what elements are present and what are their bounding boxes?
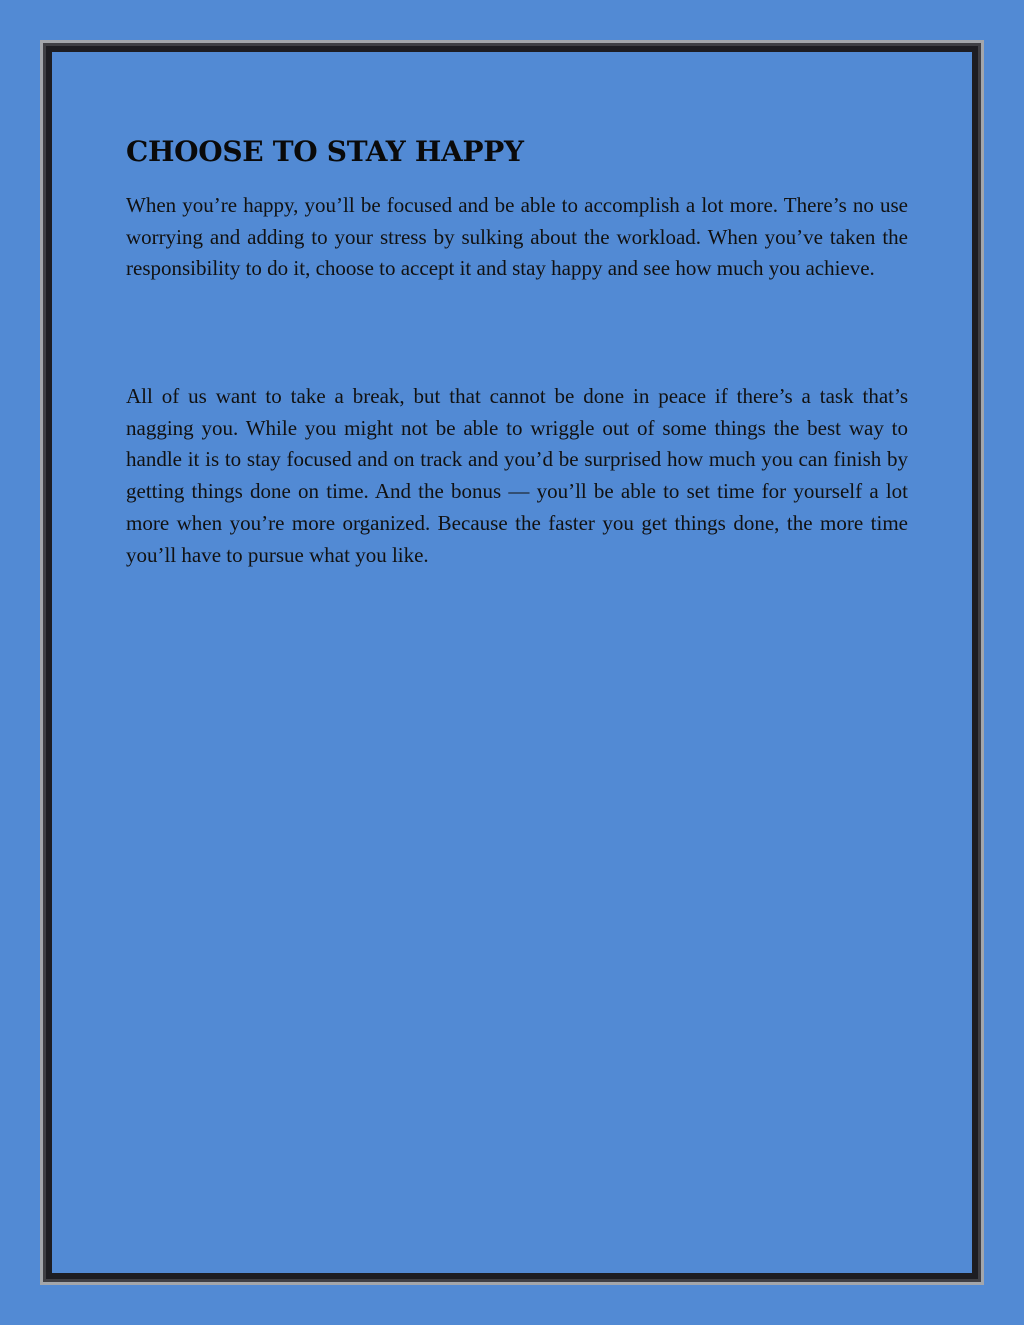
body-paragraph-1: When you’re happy, you’ll be focused and be able to accomplish a lot more. There’s no use worrying and adding to your stress by sulking about the workload. When you’ve taken the responsibility to do it, choose to accept it and stay happy and see how much you achieve. <box>126 193 908 281</box>
body-paragraph-2: All of us want to take a break, but that cannot be done in peace if there’s a task that’s nagging you. While you might not be able to wriggle out of some things the best way to handle it is to stay focused and on track and you’d be surprised how much you can finish by getting things done on time. And the bonus — you’ll be able to set time for yourself a lot more when you’re more organized. Because the faster you get things done, the more time you’ll have to pursue what you like. <box>126 384 908 567</box>
page-border-inner <box>46 46 978 1279</box>
page-border-frame <box>40 40 984 1285</box>
page-title: CHOOSE TO STAY HAPPY <box>126 135 524 168</box>
page-content <box>52 52 972 1273</box>
